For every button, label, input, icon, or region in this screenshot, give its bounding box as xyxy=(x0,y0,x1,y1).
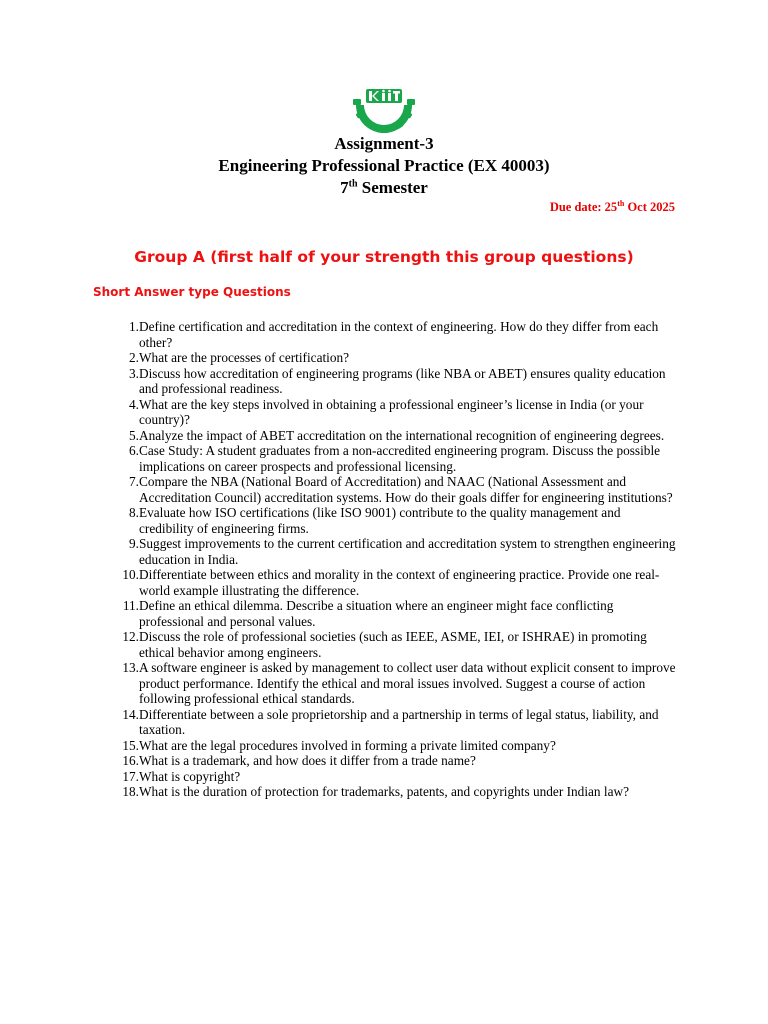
kiit-gear-logo-icon xyxy=(352,85,416,133)
question-number xyxy=(108,629,139,660)
question-number-label: 16. xyxy=(122,753,139,768)
question-number-label: 5. xyxy=(129,427,139,443)
question-text: Define an ethical dilemma. Describe a situation where an engineer might face conflicting professional and personal values. xyxy=(139,598,614,629)
question-number xyxy=(108,784,139,800)
question-number-label: 9. xyxy=(129,536,139,551)
question-item xyxy=(108,598,678,629)
due-date-suffix: th xyxy=(617,198,625,208)
question-number xyxy=(108,319,139,350)
question-text: What is a trademark, and how does it differ from a trade name? xyxy=(139,753,476,768)
question-number-label: 2. xyxy=(129,350,139,365)
question-number xyxy=(108,660,139,707)
question-item xyxy=(108,660,678,707)
question-text: What are the legal procedures involved in forming a private limited company? xyxy=(139,737,556,753)
question-text: Discuss the role of professional societies (such as IEEE, ASME, IEI, or ISHRAE) in promoting ethical behavior among engineers. xyxy=(139,629,647,660)
semester-word: Semester xyxy=(357,178,428,197)
section-heading: Short Answer type Questions xyxy=(93,285,291,299)
question-number xyxy=(108,350,139,366)
question-number-label: 10. xyxy=(122,567,139,582)
question-item xyxy=(108,769,678,785)
question-item xyxy=(108,784,678,800)
question-number-label: 13. xyxy=(122,660,139,675)
semester-suffix: th xyxy=(348,178,358,190)
question-number xyxy=(108,428,139,444)
question-number xyxy=(108,753,139,769)
question-number xyxy=(108,443,139,474)
question-item xyxy=(108,707,678,738)
question-number xyxy=(108,397,139,428)
question-item xyxy=(108,567,678,598)
question-number xyxy=(108,505,139,536)
question-text: Define certification and accreditation in the context of engineering. How do they differ from each other? xyxy=(139,319,659,350)
question-item xyxy=(108,536,678,567)
question-item xyxy=(108,474,678,505)
question-number-label: 7. xyxy=(129,474,139,489)
question-text: What are the processes of certification? xyxy=(139,350,350,365)
due-date-rest: Oct 2025 xyxy=(624,200,675,214)
question-number xyxy=(108,536,139,567)
question-item xyxy=(108,443,678,474)
question-text: Discuss how accreditation of engineering programs (like NBA or ABET) ensures quality education and professional readiness. xyxy=(139,365,666,396)
question-text: Differentiate between a sole proprietorship and a partnership in terms of legal status, liability, and taxation. xyxy=(139,706,659,737)
question-number-label: 6. xyxy=(129,443,139,458)
question-number-label: 17. xyxy=(122,768,139,784)
question-number-label: 3. xyxy=(129,365,139,381)
question-text: What are the key steps involved in obtaining a professional engineer’s license in India (or your country)? xyxy=(139,396,644,427)
question-item xyxy=(108,397,678,428)
question-text: Evaluate how ISO certifications (like ISO 9001) contribute to the quality management and credibility of engineering firms. xyxy=(139,505,621,536)
course-title: Engineering Professional Practice (EX 40003) xyxy=(218,156,550,175)
question-text: Analyze the impact of ABET accreditation on the international recognition of engineering degrees. xyxy=(139,427,665,443)
question-item xyxy=(108,428,678,444)
question-item xyxy=(108,753,678,769)
group-heading: Group A (first half of your strength this group questions) xyxy=(134,248,634,266)
question-text: Case Study: A student graduates from a non-accredited engineering program. Discuss the possible implications on career prospects and professional licensing. xyxy=(139,443,661,474)
question-number-label: 1. xyxy=(129,319,139,334)
question-number-label: 8. xyxy=(129,505,139,520)
semester-number: 7 xyxy=(340,178,349,197)
question-item xyxy=(108,350,678,366)
question-text: What is copyright? xyxy=(139,768,241,784)
question-number-label: 18. xyxy=(122,784,139,799)
question-number xyxy=(108,567,139,598)
question-number-label: 11. xyxy=(122,598,139,613)
question-number xyxy=(108,474,139,505)
question-item xyxy=(108,319,678,350)
question-number xyxy=(108,769,139,785)
semester-title xyxy=(0,177,768,199)
question-number-label: 15. xyxy=(122,737,139,753)
question-number-label: 4. xyxy=(129,396,139,412)
question-text: Suggest improvements to the current certification and accreditation system to strengthen engineering education in India. xyxy=(139,536,676,567)
question-text: Compare the NBA (National Board of Accreditation) and NAAC (National Assessment and Accreditation Council) accreditation systems. How do their goals differ for engineering institutions? xyxy=(139,474,673,505)
question-item xyxy=(108,629,678,660)
due-date xyxy=(550,200,675,215)
question-text: What is the duration of protection for trademarks, patents, and copyrights under Indian law? xyxy=(139,784,629,799)
question-number xyxy=(108,598,139,629)
question-number xyxy=(108,738,139,754)
due-date-prefix: Due date: 25 xyxy=(549,200,618,214)
question-item xyxy=(108,366,678,397)
question-item xyxy=(108,738,678,754)
question-number-label: 12. xyxy=(122,629,139,644)
question-text: Differentiate between ethics and morality in the context of engineering practice. Provide one real-world example illustrating the difference. xyxy=(139,567,660,598)
assignment-title: Assignment-3 xyxy=(334,134,434,153)
question-number xyxy=(108,707,139,738)
question-text: A software engineer is asked by management to collect user data without explicit consent to improve product performance. Identify the ethical and moral issues involved. Suggest a course of action following professional ethical standards. xyxy=(139,660,676,706)
question-item xyxy=(108,505,678,536)
title-block xyxy=(0,133,768,199)
question-list xyxy=(108,319,678,800)
question-number-label: 14. xyxy=(122,706,139,722)
question-number xyxy=(108,366,139,397)
